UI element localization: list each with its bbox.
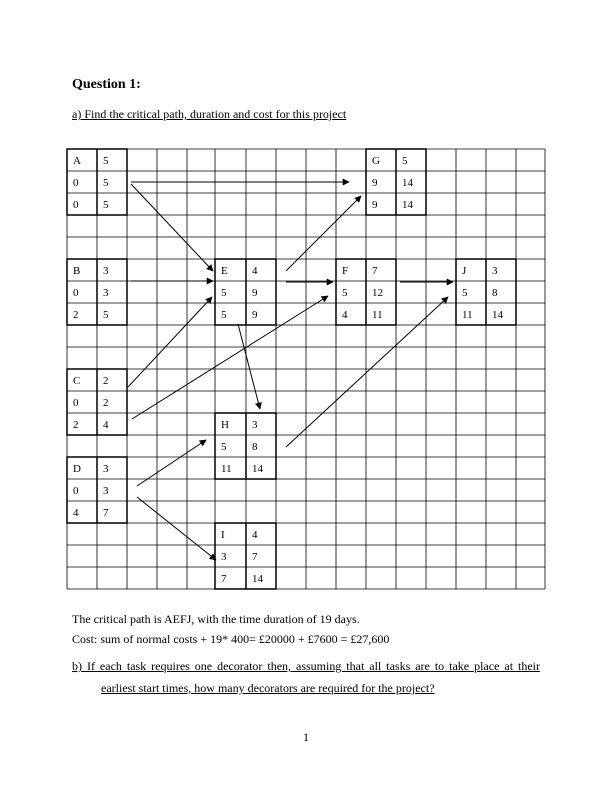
arrow-C-to-F bbox=[132, 296, 328, 419]
arrow-H-to-J bbox=[286, 297, 448, 447]
node-J-duration: 3 bbox=[492, 265, 498, 277]
question-title: Question 1: bbox=[72, 77, 141, 92]
node-H-lf: 14 bbox=[252, 463, 263, 475]
node-I-lf: 14 bbox=[252, 573, 263, 585]
cost-text: Cost: sum of normal costs + 19* 400= £20000 + £7600 = £27,600 bbox=[72, 632, 390, 646]
node-G-ls: 9 bbox=[372, 199, 378, 211]
node-J-lf: 14 bbox=[492, 309, 503, 321]
node-B-name: B bbox=[73, 265, 81, 277]
node-B-es: 0 bbox=[73, 287, 79, 299]
arrow-C-to-E bbox=[128, 297, 212, 387]
critical-path-text: The critical path is AEFJ, with the time duration of 19 days. bbox=[72, 612, 360, 626]
node-A-duration: 5 bbox=[103, 155, 109, 167]
page-number: 1 bbox=[303, 730, 309, 744]
node-C-lf: 4 bbox=[103, 419, 109, 431]
node-E-ls: 5 bbox=[221, 309, 227, 321]
node-D-name: D bbox=[73, 463, 81, 475]
node-D-duration: 3 bbox=[103, 463, 109, 475]
arrow-D-to-I bbox=[137, 497, 216, 560]
node-A-es: 0 bbox=[73, 177, 79, 189]
node-E-duration: 4 bbox=[252, 265, 258, 277]
node-D-lf: 7 bbox=[103, 507, 109, 519]
node-E-ef: 9 bbox=[252, 287, 258, 299]
arrow-E-to-H bbox=[238, 324, 260, 409]
node-F-es: 5 bbox=[342, 287, 348, 299]
node-F-ef: 12 bbox=[372, 287, 383, 299]
node-A-lf: 5 bbox=[103, 199, 109, 211]
question-part-b-line2: earliest start times, how many decorators are required for the project? bbox=[101, 681, 435, 695]
node-G-duration: 5 bbox=[402, 155, 408, 167]
node-A-ls: 0 bbox=[73, 199, 79, 211]
node-G-lf: 14 bbox=[402, 199, 413, 211]
node-H-duration: 3 bbox=[252, 419, 258, 431]
node-C-ls: 2 bbox=[73, 419, 79, 431]
node-D-es: 0 bbox=[73, 485, 79, 497]
node-I-duration: 4 bbox=[252, 529, 258, 541]
node-B-ls: 2 bbox=[73, 309, 79, 321]
node-B-duration: 3 bbox=[103, 265, 109, 277]
node-G-name: G bbox=[372, 155, 380, 167]
node-I-ef: 7 bbox=[252, 551, 258, 563]
node-D-ef: 3 bbox=[103, 485, 109, 497]
node-F-lf: 11 bbox=[372, 309, 383, 321]
node-F-name: F bbox=[342, 265, 349, 277]
node-H-es: 5 bbox=[221, 441, 227, 453]
node-F-ls: 4 bbox=[342, 309, 348, 321]
node-C-ef: 2 bbox=[103, 397, 109, 409]
node-C-name: C bbox=[73, 375, 81, 387]
question-part-b-line1: b) If each task requires one decorator then, assuming that all tasks are to take place at their bbox=[72, 659, 540, 673]
arrow-A-to-E bbox=[131, 184, 213, 271]
node-H-ef: 8 bbox=[252, 441, 258, 453]
node-J-ls: 11 bbox=[462, 309, 473, 321]
node-B-ef: 3 bbox=[103, 287, 109, 299]
node-I-ls: 7 bbox=[221, 573, 227, 585]
node-E-lf: 9 bbox=[252, 309, 258, 321]
node-F-duration: 7 bbox=[372, 265, 378, 277]
node-A-ef: 5 bbox=[103, 177, 109, 189]
node-E-es: 5 bbox=[221, 287, 227, 299]
node-G-ef: 14 bbox=[402, 177, 413, 189]
node-E-name: E bbox=[221, 265, 228, 277]
question-part-a: a) Find the critical path, duration and cost for this project bbox=[72, 107, 347, 121]
node-H-ls: 11 bbox=[221, 463, 232, 475]
node-B-lf: 5 bbox=[103, 309, 109, 321]
node-J-name: J bbox=[462, 265, 467, 277]
node-C-duration: 2 bbox=[103, 375, 109, 387]
node-I-name: I bbox=[221, 529, 225, 541]
node-D-ls: 4 bbox=[73, 507, 79, 519]
node-G-es: 9 bbox=[372, 177, 378, 189]
node-J-es: 5 bbox=[462, 287, 468, 299]
node-A-name: A bbox=[73, 155, 81, 167]
node-H-name: H bbox=[221, 419, 229, 431]
node-C-es: 0 bbox=[73, 397, 79, 409]
node-J-ef: 8 bbox=[492, 287, 498, 299]
node-I-es: 3 bbox=[221, 551, 227, 563]
